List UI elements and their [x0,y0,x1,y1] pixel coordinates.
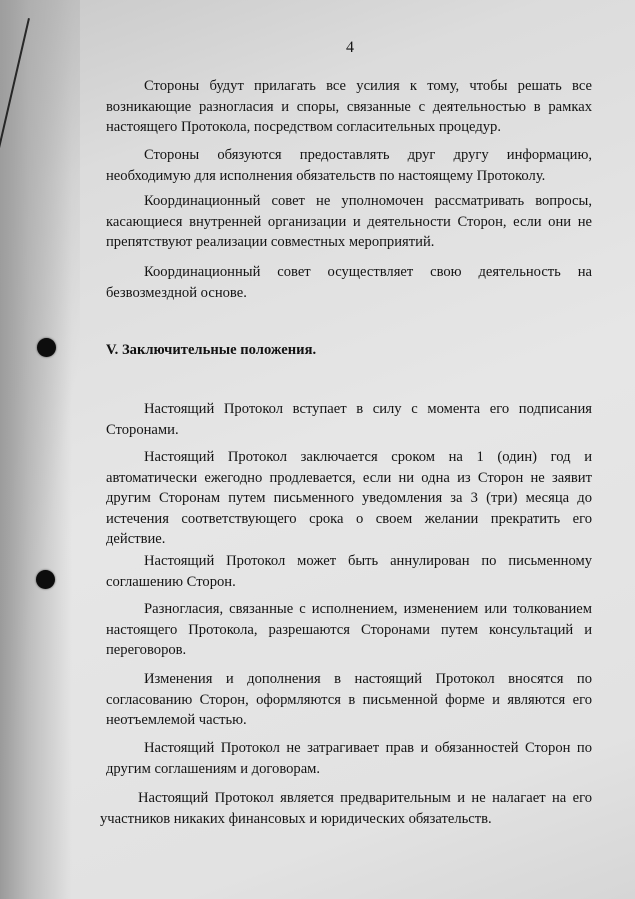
paragraph-annulment: Настоящий Протокол может быть аннулирован по письменному соглашению Сторон. [106,553,592,590]
paragraph-information-exchange: Стороны обязуются предоставлять друг другу информацию, необходимую для исполнения обязательств по настоящему Протоколу. [106,147,592,184]
paragraph-council-gratuitous: Координационный совет осуществляет свою деятельность на безвозмездной основе. [106,264,592,301]
section-heading: V. Заключительные положения. [106,342,317,358]
paragraph-council-authority: Координационный совет не уполномочен рассматривать вопросы, касающиеся внутренней организации и деятельности Сторон, если они не препятствуют реализации совместных мероприятий. [106,193,592,250]
paragraph-disputes: Стороны будут прилагать все усилия к тому, чтобы решать все возникающие разногласия и споры, связанные с деятельностью в рамках настоящего Протокола, посредством согласительных процедур. [106,78,592,135]
page-shadow [0,0,80,899]
paragraph-other-agreements: Настоящий Протокол не затрагивает прав и обязанностей Сторон по другим соглашениям и договорам. [106,740,592,777]
binder-hole-top [37,338,56,357]
paragraph-dispute-resolution: Разногласия, связанные с исполнением, изменением или толкованием настоящего Протокола, разрешаются Сторонами путем консультаций и переговоров. [106,601,592,658]
paragraph-entry-into-force: Настоящий Протокол вступает в силу с момента его подписания Сторонами. [106,401,592,438]
page-number: 4 [346,39,354,56]
paragraph-amendments: Изменения и дополнения в настоящий Протокол вносятся по согласованию Сторон, оформляются в письменной форме и являются его неотъемлемой частью. [106,671,592,728]
binder-hole-bottom [36,570,55,589]
paragraph-preliminary-nature: Настоящий Протокол является предварительным и не налагает на его участников никаких финансовых и юридических обязательств. [100,790,592,827]
paragraph-term: Настоящий Протокол заключается сроком на 1 (один) год и автоматически ежегодно продлевается, если ни одна из Сторон не заявит другим Сторонам путем письменного уведомления за 3 (три) месяца до истечения соответствующего срока о своем желании прекратить его действие. [106,449,592,547]
